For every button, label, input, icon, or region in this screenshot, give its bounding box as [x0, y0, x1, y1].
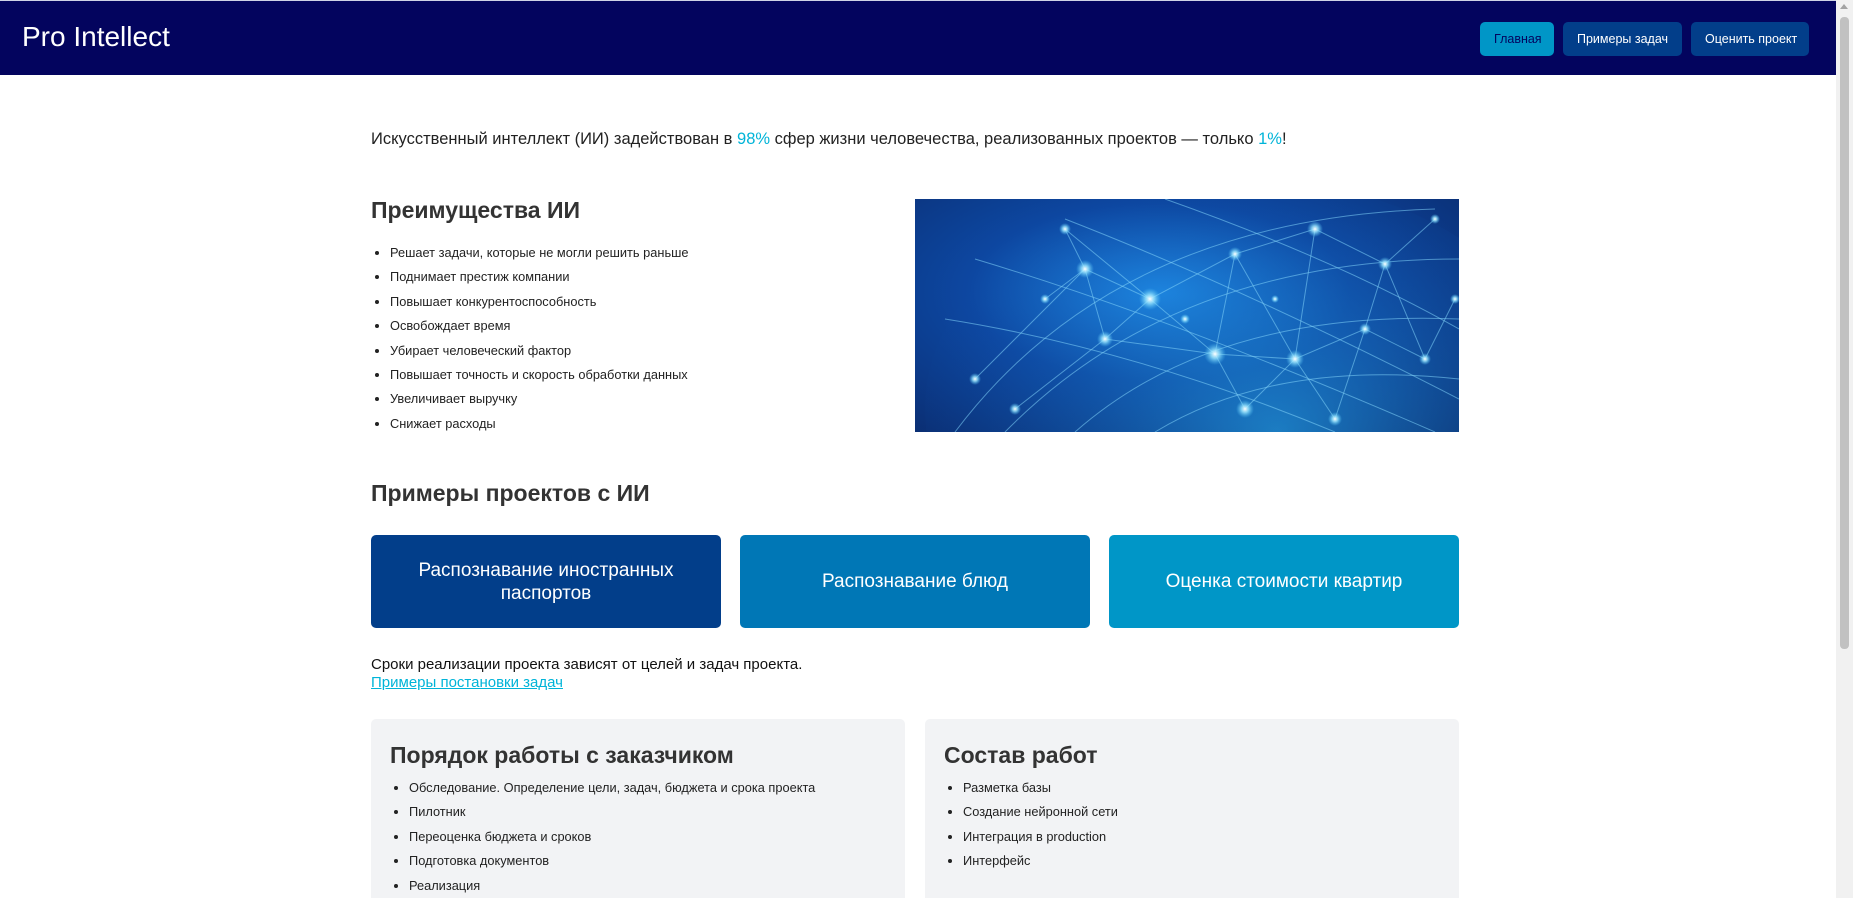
list-item: • Поднимает престиж компании — [390, 265, 689, 289]
list-item: • Решает задачи, которые не могли решить раньше — [390, 241, 689, 265]
list-item: • Разметка базы — [963, 776, 1118, 800]
brand-logo[interactable]: Pro Intellect — [22, 21, 170, 52]
advantages-heading: Преимущества ИИ — [371, 197, 581, 223]
network-globe-image — [915, 199, 1459, 432]
list-item: • Снижает расходы — [390, 412, 689, 436]
project-cards — [371, 535, 1459, 628]
list-item: • Интеграция в production — [963, 825, 1118, 849]
intro-text — [371, 130, 1287, 149]
task-examples-link[interactable]: Примеры постановки задач — [371, 674, 563, 691]
projects-heading: Примеры проектов с ИИ — [371, 480, 650, 506]
scroll-up-arrow-icon[interactable] — [1840, 4, 1848, 9]
list-item: • Повышает точность и скорость обработки данных — [390, 363, 689, 387]
advantages-list — [371, 241, 689, 436]
process-heading: Порядок работы с заказчиком — [390, 742, 734, 768]
process-panel — [371, 719, 905, 898]
intro-part-2: сфер жизни человечества, реализованных проектов — только — [770, 130, 1259, 148]
process-list — [390, 776, 815, 898]
intro-part-3: ! — [1281, 130, 1287, 148]
intro-stat-1: 1% — [1258, 130, 1282, 148]
nav-estimate-button[interactable]: Оценить проект — [1691, 22, 1809, 56]
project-card-passports[interactable]: Распознавание иностранных паспортов — [371, 535, 721, 628]
list-item: • Интерфейс — [963, 849, 1118, 873]
vertical-scrollbar[interactable] — [1836, 0, 1853, 898]
timeline-note: Сроки реализации проекта зависят от целей и задач проекта. — [371, 656, 803, 673]
intro-part-1: Искусственный интеллект (ИИ) задействован в — [371, 130, 738, 148]
list-item: • Повышает конкурентоспособность — [390, 290, 689, 314]
works-heading: Состав работ — [944, 742, 1098, 768]
list-item: • Подготовка документов — [409, 849, 815, 873]
works-list — [944, 776, 1118, 874]
site-header — [0, 0, 1836, 75]
list-item: • Убирает человеческий фактор — [390, 339, 689, 363]
nav-examples-button[interactable]: Примеры задач — [1563, 22, 1682, 56]
list-item: • Обследование. Определение цели, задач, бюджета и срока проекта — [409, 776, 815, 800]
list-item: • Пилотник — [409, 800, 815, 824]
network-globe-graphic — [915, 199, 1459, 432]
scrollbar-thumb[interactable] — [1840, 17, 1849, 649]
list-item: • Переоценка бюджета и сроков — [409, 825, 815, 849]
list-item: • Реализация — [409, 874, 815, 898]
list-item: • Создание нейронной сети — [963, 800, 1118, 824]
nav-home-button[interactable]: Главная — [1480, 22, 1554, 56]
project-card-dishes[interactable]: Распознавание блюд — [740, 535, 1090, 628]
project-card-apartments[interactable]: Оценка стоимости квартир — [1109, 535, 1459, 628]
main-nav — [1480, 22, 1809, 56]
list-item: • Освобождает время — [390, 314, 689, 338]
intro-stat-98: 98% — [737, 130, 771, 148]
list-item: • Увеличивает выручку — [390, 387, 689, 411]
works-panel — [925, 719, 1459, 898]
